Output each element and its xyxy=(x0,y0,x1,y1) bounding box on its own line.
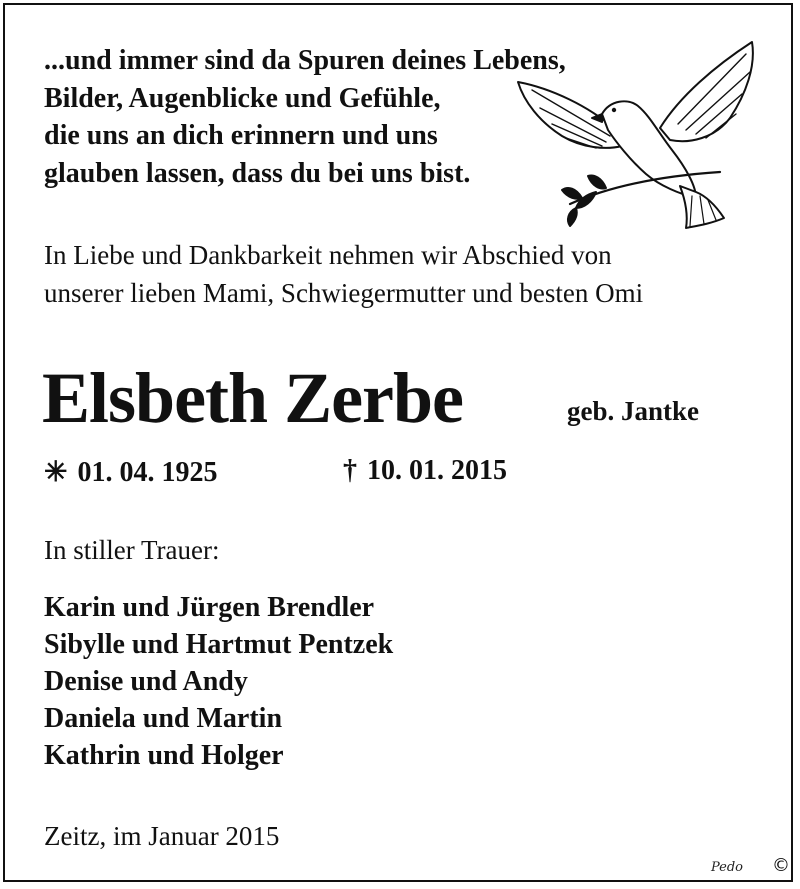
verse-line: Bilder, Augenblicke und Gefühle, xyxy=(44,82,441,114)
mourners-list xyxy=(44,589,393,774)
intro-line: In Liebe und Dankbarkeit nehmen wir Abschied von xyxy=(44,240,612,270)
verse-line: glauben lassen, dass du bei uns bist. xyxy=(44,157,471,189)
intro-line: unserer lieben Mami, Schwiegermutter und besten Omi xyxy=(44,278,644,308)
mourner-name: Karin und Jürgen Brendler xyxy=(44,592,375,623)
mourner-name: Denise und Andy xyxy=(44,666,248,697)
death-cross-icon: † xyxy=(343,455,357,486)
verse-line: ...und immer sind da Spuren deines Lebens, xyxy=(44,45,566,76)
intro-text xyxy=(44,236,643,312)
dove-icon xyxy=(510,36,760,236)
birth-date-line xyxy=(44,455,217,489)
designer-signature: Pedo xyxy=(711,860,744,875)
place-date: Zeitz, im Januar 2015 xyxy=(44,821,280,851)
mourning-heading: In stiller Trauer: xyxy=(44,535,220,565)
verse-line: die uns an dich erinnern und uns xyxy=(44,120,438,151)
death-date: 10. 01. 2015 xyxy=(367,455,507,486)
mourner-name: Kathrin und Holger xyxy=(44,740,284,771)
birth-star-icon: ✳ xyxy=(44,457,68,488)
verse xyxy=(44,42,566,192)
maiden-name: geb. Jantke xyxy=(567,396,700,426)
mourner-name: Daniela und Martin xyxy=(44,703,283,734)
copyright-icon: © xyxy=(772,855,790,876)
death-date-line xyxy=(343,455,507,487)
deceased-name: Elsbeth Zerbe xyxy=(42,358,464,438)
birth-date: 01. 04. 1925 xyxy=(77,457,218,488)
mourner-name: Sibylle und Hartmut Pentzek xyxy=(44,629,394,660)
